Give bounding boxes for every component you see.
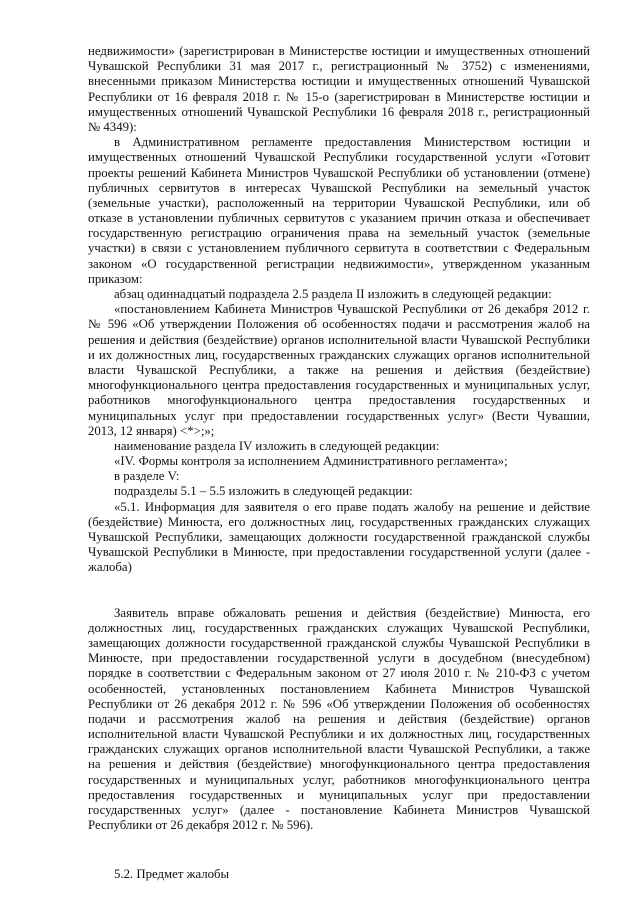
text-line: порядке в соответствии с Федеральным законом от 27 июля 2010 г. № 210-ФЗ с учетом bbox=[88, 666, 590, 681]
text-line: «постановлением Кабинета Министров Чувашской Республики от 26 декабря 2012 г. bbox=[114, 302, 590, 317]
paragraph-gap bbox=[88, 576, 590, 606]
text-line: жалоба) bbox=[88, 560, 132, 575]
text-line: (земельные участки), расположенный на территории Чувашской Республики, или об bbox=[88, 195, 590, 210]
text-line: муниципальных услуг при предоставлении государственных услуг» (Вести Чувашии, bbox=[88, 408, 590, 423]
subsection-heading-5-2: 5.2. Предмет жалобы bbox=[114, 867, 230, 882]
text-line: подачи и рассмотрения жалоб на решения и действия (бездействие) органов bbox=[88, 711, 590, 726]
text-line: № 4349): bbox=[88, 119, 137, 134]
text-line: «5.1. Информация для заявителя о его праве подать жалобу на решение и действие bbox=[114, 499, 590, 514]
paragraph-postanovlenie-quote bbox=[88, 302, 590, 439]
text-line: исполнительной власти Чувашской Республики и их должностных лиц, государственных bbox=[88, 727, 590, 742]
text-line: отказе в установлении публичных сервитутов с указанием причин отказа и обеспечивает bbox=[88, 211, 590, 226]
text-line: имущественных отношений Чувашской Республики государственной услуги «Готовит bbox=[88, 150, 590, 165]
text-line: публичных сервитутов в интересах Чувашской Республики на земельный участок bbox=[88, 180, 590, 195]
text-line: в Административном регламенте предоставления Министерством юстиции и bbox=[114, 135, 590, 150]
text-line: Республики от 26 декабря 2012 г. № 596). bbox=[88, 818, 314, 833]
text-line: № 596 «Об утверждении Положения об особенностях подачи и рассмотрения жалоб на bbox=[88, 317, 590, 332]
text-line: государственных и муниципальных услуг, работников многофункционального центра bbox=[88, 772, 590, 787]
text-line: Чувашской Республики, замещающих должности государственной гражданской службы bbox=[88, 530, 590, 544]
text-line: государственную регистрацию ограничения права на земельный участок (земельные bbox=[88, 226, 590, 241]
text-line: имущественных отношений Чувашской Республики 16 февраля 2018 г., регистрационный bbox=[88, 104, 590, 119]
text-line: участки) в связи с установлением публичного сервитута в соответствии с Федеральным bbox=[88, 241, 590, 256]
text-line: государственных услуг» (далее - постановление Кабинета Министров Чувашской bbox=[88, 803, 590, 817]
text-line: на решения и действия (бездействие) многофункционального центра предоставления bbox=[88, 757, 590, 772]
text-line: особенностей, установленных постановлением Кабинета Министров Чувашской bbox=[88, 681, 590, 696]
text-line: решения и действия (бездействие) органов исполнительной власти Чувашской Республики bbox=[88, 332, 590, 347]
text-line: замещающих должности государственной гражданской службы Чувашской Республики в bbox=[88, 635, 590, 650]
text-line-section-v: в разделе V: bbox=[114, 469, 180, 484]
text-line: недвижимости» (зарегистрирован в Министерстве юстиции и имущественных отношений bbox=[88, 44, 590, 58]
text-line: предоставления государственных и муниципальных услуг при предоставлении bbox=[88, 787, 590, 802]
text-line: законом «О государственной регистрации недвижимости», утвержденном указанным bbox=[88, 256, 590, 271]
text-line: Заявитель вправе обжаловать решения и действия (бездействие) Минюста, его bbox=[114, 605, 590, 620]
document-body bbox=[88, 44, 590, 883]
text-line-abzac: абзац одиннадцатый подраздела 2.5 раздела II изложить в следующей редакции: bbox=[114, 287, 552, 301]
paragraph-5-1 bbox=[88, 500, 590, 576]
paragraph-appeal-right bbox=[88, 606, 590, 834]
text-line: проекты решений Кабинета Министров Чувашской Республики об установлении (отмене) bbox=[88, 165, 590, 180]
text-line: должностных лиц, государственных гражданских служащих Чувашской Республики, bbox=[88, 620, 590, 635]
text-line-section-iv: «IV. Формы контроля за исполнением Административного регламента»; bbox=[114, 454, 508, 469]
text-line-subsections: подразделы 5.1 – 5.5 изложить в следующей редакции: bbox=[114, 484, 413, 499]
text-line: внесенными приказом Министерства юстиции и имущественных отношений Чувашской bbox=[88, 74, 590, 89]
text-line: работников многофункционального центра предоставления государственных и bbox=[88, 393, 590, 408]
text-line: Республики от 26 декабря 2012 г. № 596 «Об утверждении Положения об особенностях bbox=[88, 696, 590, 711]
text-line: Минюсте, при предоставлении государственной услуги в досудебном (внесудебном) bbox=[88, 651, 590, 666]
text-line-section-name: наименование раздела IV изложить в следующей редакции: bbox=[114, 438, 440, 453]
text-line: Чувашской Республики 31 мая 2017 г., регистрационный № 3752) с изменениями, bbox=[88, 59, 590, 74]
paragraph-amendment-reference bbox=[88, 44, 590, 135]
text-line: Республики от 16 февраля 2018 г. № 15-о (зарегистрирован в Министерстве юстиции и bbox=[88, 89, 590, 104]
paragraph-administrative-regulation bbox=[88, 135, 590, 287]
text-line: и их должностных лиц, государственных гражданских служащих органов исполнительной bbox=[88, 347, 590, 362]
text-line: власти Чувашской Республики, а также на решения и действия (бездействие) bbox=[88, 362, 590, 377]
text-line: 2013, 12 января) <*>;»; bbox=[88, 423, 215, 438]
text-line: гражданских служащих органов исполнительной власти Чувашской Республики, а также bbox=[88, 742, 590, 757]
text-line: многофункционального центра предоставления государственных и муниципальных услуг, bbox=[88, 378, 590, 393]
text-line: приказом: bbox=[88, 271, 143, 286]
text-line: (бездействие) Минюста, его должностных лиц, государственных гражданских служащих bbox=[88, 514, 590, 529]
text-line: Чувашской Республики в Минюсте, при предоставлении государственной услуги (далее - bbox=[88, 545, 590, 560]
paragraph-gap bbox=[88, 833, 590, 867]
